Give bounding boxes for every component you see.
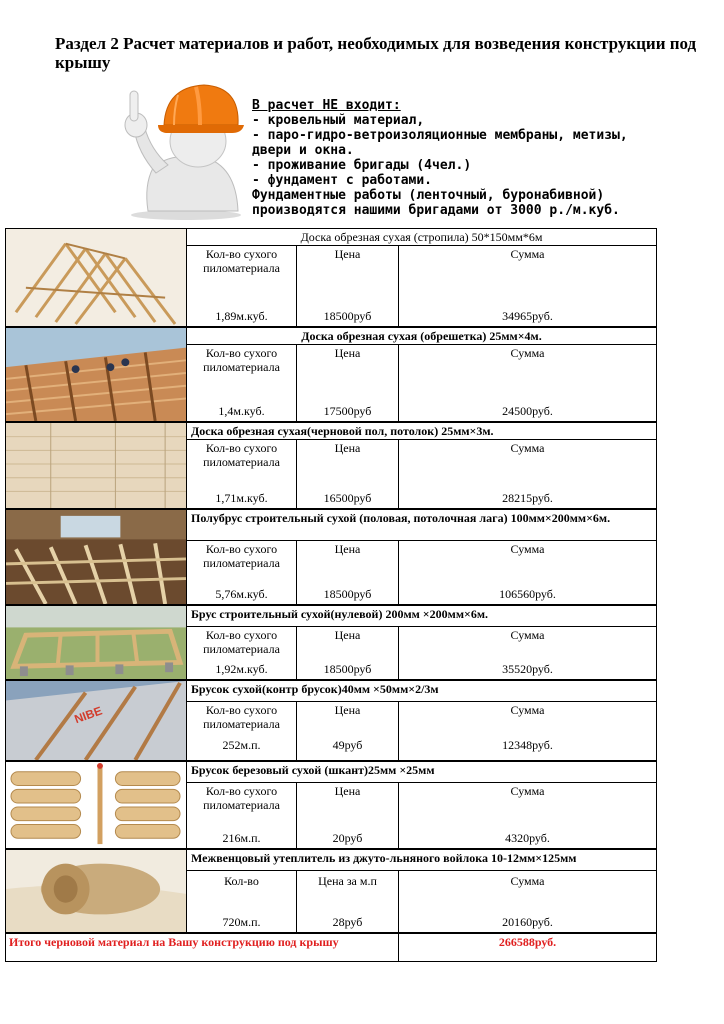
price-value: 16500руб: [323, 491, 372, 505]
price-label: Цена за м.п: [318, 874, 377, 888]
insulation-photo: [5, 849, 186, 933]
dowel-photo: [5, 761, 186, 849]
qty-label: Кол-во сухого пиломатериала: [203, 703, 280, 731]
sum-label: Сумма: [510, 784, 545, 798]
joists-photo: [5, 509, 186, 605]
sum-label: Сумма: [510, 542, 545, 556]
sum-value: 24500руб.: [502, 404, 553, 418]
section-title: Раздел 2 Расчет материалов и работ, необходимых для возведения конструкции под крышу: [55, 34, 697, 72]
sum-label: Сумма: [510, 346, 545, 360]
material-name: Полубрус строительный сухой (половая, потолочная лага) 100мм×200мм×6м.: [187, 510, 656, 541]
sum-label: Сумма: [510, 247, 545, 261]
sum-value: 35520руб.: [502, 662, 553, 676]
sum-label: Сумма: [510, 441, 545, 455]
qty-value: 720м.п.: [222, 915, 261, 929]
price-value: 17500руб: [323, 404, 372, 418]
price-label: Цена: [334, 441, 361, 455]
price-value: 18500руб: [323, 587, 372, 601]
material-name: Доска обрезная сухая(черновой пол, потолок) 25мм×3м.: [187, 423, 656, 440]
qty-label: Кол-во сухого пиломатериала: [203, 346, 280, 374]
qty-label: Кол-во сухого пиломатериала: [203, 247, 280, 275]
qty-value: 1,71м.куб.: [215, 491, 268, 505]
sum-label: Сумма: [510, 628, 545, 642]
exclusions-line: производятся нашими бригадами от 3000 р./м.куб.: [252, 203, 620, 218]
sum-value: 28215руб.: [502, 491, 553, 505]
lathing-photo: [5, 327, 186, 422]
price-label: Цена: [334, 628, 361, 642]
material-name: Доска обрезная сухая (стропила) 50*150мм*6м: [187, 229, 656, 246]
material-name: Брус строительный сухой(нулевой) 200мм ×200мм×6м.: [187, 606, 656, 627]
price-value: 28руб: [332, 915, 363, 929]
qty-value: 1,4м.куб.: [218, 404, 265, 418]
sum-label: Сумма: [510, 874, 545, 888]
exclusions-line: двери и окна.: [252, 143, 354, 158]
sum-value: 20160руб.: [502, 915, 553, 929]
sum-value: 106560руб.: [499, 587, 556, 601]
material-section-counter-batten: [5, 680, 657, 761]
price-value: 18500руб: [323, 309, 372, 323]
material-section-joists: [5, 509, 657, 605]
material-name: Доска обрезная сухая (обрешетка) 25мм×4м.: [187, 328, 656, 345]
exclusions-heading: В расчет НЕ входит:: [252, 98, 401, 113]
qty-label: Кол-во сухого пиломатериала: [203, 784, 280, 812]
material-section-insulation: [5, 849, 657, 933]
base-beam-photo: [5, 605, 186, 680]
total-row: [5, 933, 657, 962]
subfloor-photo: [5, 422, 186, 509]
exclusions-line: - проживание бригады (4чел.): [252, 158, 472, 173]
rafters-photo: [5, 228, 186, 327]
sum-value: 4320руб.: [505, 831, 550, 845]
material-name: Межвенцовый утеплитель из джуто-льняного войлока 10-12мм×125мм: [187, 850, 656, 871]
qty-label: Кол-во: [224, 874, 259, 888]
qty-label: Кол-во сухого пиломатериала: [203, 542, 280, 570]
price-label: Цена: [334, 542, 361, 556]
price-label: Цена: [334, 784, 361, 798]
price-value: 18500руб: [323, 662, 372, 676]
material-section-subfloor: [5, 422, 657, 509]
total-label: Итого черновой материал на Вашу конструкцию под крышу: [6, 934, 399, 961]
price-value: 20руб: [332, 831, 363, 845]
qty-label: Кол-во сухого пиломатериала: [203, 628, 280, 656]
qty-value: 1,92м.куб.: [215, 662, 268, 676]
sum-label: Сумма: [510, 703, 545, 717]
sum-value: 34965руб.: [502, 309, 553, 323]
price-label: Цена: [334, 346, 361, 360]
material-section-lathing: [5, 327, 657, 422]
qty-value: 252м.п.: [222, 738, 261, 752]
counter-batten-photo: [5, 680, 186, 761]
svg-text:NIBE: NIBE: [72, 703, 104, 727]
exclusions-line: - кровельный материал,: [252, 113, 425, 128]
sum-value: 12348руб.: [502, 738, 553, 752]
exclusions-line: - паро-гидро-ветроизоляционные мембраны, метизы,: [252, 128, 628, 143]
material-name: Брусок сухой(контр брусок)40мм ×50мм×2/3м: [187, 681, 656, 702]
price-label: Цена: [334, 247, 361, 261]
material-section-base-beam: [5, 605, 657, 680]
material-section-dowel: [5, 761, 657, 849]
total-value: 266588руб.: [498, 935, 557, 949]
material-section-rafters: [5, 228, 657, 327]
qty-value: 1,89м.куб.: [215, 309, 268, 323]
exclusions-line: Фундаментные работы (ленточный, буронабивной): [252, 188, 605, 203]
exclusions-line: - фундамент с работами.: [252, 173, 433, 188]
qty-value: 216м.п.: [222, 831, 261, 845]
exclusions-note: [252, 98, 692, 218]
price-value: 49руб: [332, 738, 363, 752]
qty-value: 5,76м.куб.: [215, 587, 268, 601]
price-label: Цена: [334, 703, 361, 717]
qty-label: Кол-во сухого пиломатериала: [203, 441, 280, 469]
material-name: Брусок березовый сухой (шкант)25мм ×25мм: [187, 762, 656, 783]
worker-illustration: [108, 73, 248, 221]
